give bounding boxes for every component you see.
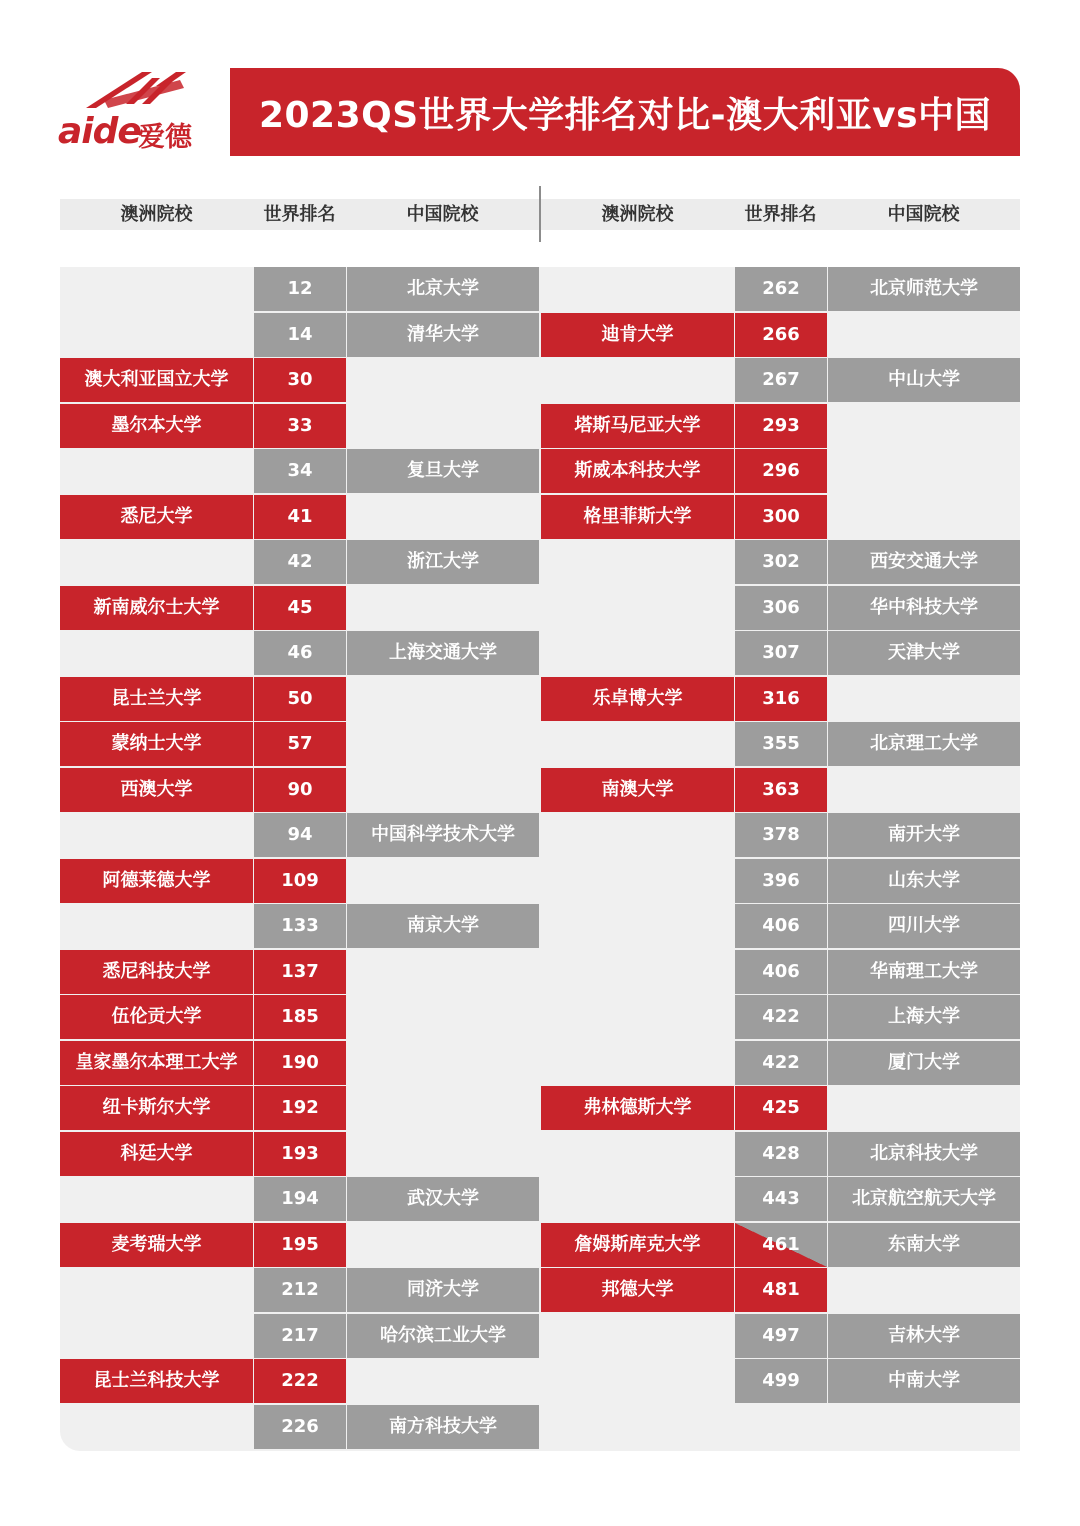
right-world-rank-cell: 406 [735, 904, 827, 948]
left-australia-school-cell [60, 1177, 253, 1221]
right-world-rank-cell: 443 [735, 1177, 827, 1221]
left-world-rank-cell: 57 [254, 722, 346, 766]
header-divider [539, 186, 541, 242]
left-world-rank-cell: 192 [254, 1086, 346, 1130]
right-australia-school-cell [541, 1314, 734, 1358]
left-australia-school-cell [60, 1268, 253, 1312]
title-bar [230, 68, 1020, 156]
left-china-school-cell [347, 404, 539, 448]
right-china-school-cell: 厦门大学 [828, 1041, 1020, 1085]
left-australia-school-cell [60, 813, 253, 857]
right-australia-school-cell [541, 1177, 734, 1221]
left-world-rank-cell: 133 [254, 904, 346, 948]
header-au-left: 澳洲院校 [120, 204, 193, 225]
right-australia-school-cell: 弗林德斯大学 [541, 1086, 734, 1130]
right-australia-school-cell: 格里菲斯大学 [541, 495, 734, 539]
right-australia-school-cell [541, 1359, 734, 1403]
left-china-school-cell [347, 995, 539, 1039]
left-world-rank-cell: 217 [254, 1314, 346, 1358]
left-world-rank-cell: 14 [254, 313, 346, 357]
left-china-school-cell: 哈尔滨工业大学 [347, 1314, 539, 1358]
right-world-rank-cell: 497 [735, 1314, 827, 1358]
right-world-rank-cell: 363 [735, 768, 827, 812]
right-world-rank-cell: 302 [735, 540, 827, 584]
left-australia-school-cell [60, 267, 253, 311]
brand-logo [56, 64, 216, 164]
left-australia-school-cell [60, 313, 253, 357]
left-australia-school-cell: 悉尼科技大学 [60, 950, 253, 994]
right-australia-school-cell: 塔斯马尼亚大学 [541, 404, 734, 448]
left-world-rank-cell: 194 [254, 1177, 346, 1221]
left-australia-school-cell: 科廷大学 [60, 1132, 253, 1176]
left-china-school-cell [347, 768, 539, 812]
left-world-rank-cell: 190 [254, 1041, 346, 1085]
left-world-rank-cell: 33 [254, 404, 346, 448]
right-china-school-cell [828, 404, 1020, 448]
logo-wordmark: aide [58, 111, 141, 152]
left-world-rank-cell: 42 [254, 540, 346, 584]
right-china-school-cell: 南开大学 [828, 813, 1020, 857]
left-china-school-cell: 清华大学 [347, 313, 539, 357]
right-china-school-cell: 北京理工大学 [828, 722, 1020, 766]
left-world-rank-cell: 109 [254, 859, 346, 903]
left-china-school-cell: 南方科技大学 [347, 1405, 539, 1449]
right-world-rank-cell: 499 [735, 1359, 827, 1403]
left-china-school-cell [347, 1041, 539, 1085]
right-world-rank-cell: 461 [735, 1223, 827, 1267]
left-china-school-cell: 武汉大学 [347, 1177, 539, 1221]
left-australia-school-cell: 皇家墨尔本理工大学 [60, 1041, 253, 1085]
left-world-rank-cell: 12 [254, 267, 346, 311]
page-title: 2023QS世界大学排名对比-澳大利亚vs中国 [258, 94, 992, 136]
right-world-rank-cell: 378 [735, 813, 827, 857]
left-china-school-cell [347, 1086, 539, 1130]
left-world-rank-cell: 226 [254, 1405, 346, 1449]
right-china-school-cell: 吉林大学 [828, 1314, 1020, 1358]
left-world-rank-cell: 46 [254, 631, 346, 675]
left-australia-school-cell: 昆士兰科技大学 [60, 1359, 253, 1403]
left-china-school-cell: 复旦大学 [347, 449, 539, 493]
left-china-school-cell: 南京大学 [347, 904, 539, 948]
right-china-school-cell: 东南大学 [828, 1223, 1020, 1267]
right-world-rank-cell: 306 [735, 586, 827, 630]
left-world-rank-cell: 34 [254, 449, 346, 493]
right-china-school-cell: 华南理工大学 [828, 950, 1020, 994]
header-rank-right: 世界排名 [744, 204, 817, 225]
left-australia-school-cell: 澳大利亚国立大学 [60, 358, 253, 402]
right-australia-school-cell [541, 631, 734, 675]
right-world-rank-cell [735, 1405, 827, 1449]
right-china-school-cell [828, 1405, 1020, 1449]
left-world-rank-cell: 222 [254, 1359, 346, 1403]
right-australia-school-cell [541, 540, 734, 584]
right-world-rank-cell: 422 [735, 995, 827, 1039]
left-australia-school-cell [60, 904, 253, 948]
left-china-school-cell [347, 722, 539, 766]
left-china-school-cell [347, 859, 539, 903]
right-australia-school-cell: 邦德大学 [541, 1268, 734, 1312]
left-world-rank-cell: 193 [254, 1132, 346, 1176]
left-world-rank-cell: 185 [254, 995, 346, 1039]
right-australia-school-cell [541, 586, 734, 630]
left-china-school-cell: 上海交通大学 [347, 631, 539, 675]
right-china-school-cell [828, 1268, 1020, 1312]
right-australia-school-cell [541, 722, 734, 766]
right-australia-school-cell: 乐卓博大学 [541, 677, 734, 721]
right-china-school-cell: 山东大学 [828, 859, 1020, 903]
right-world-rank-cell: 293 [735, 404, 827, 448]
left-china-school-cell [347, 950, 539, 994]
left-china-school-cell [347, 1132, 539, 1176]
right-world-rank-cell: 300 [735, 495, 827, 539]
right-australia-school-cell [541, 995, 734, 1039]
right-world-rank-cell: 296 [735, 449, 827, 493]
right-australia-school-cell [541, 859, 734, 903]
left-world-rank-cell: 41 [254, 495, 346, 539]
right-australia-school-cell [541, 1405, 734, 1449]
left-world-rank-cell: 30 [254, 358, 346, 402]
right-china-school-cell: 四川大学 [828, 904, 1020, 948]
left-australia-school-cell: 蒙纳士大学 [60, 722, 253, 766]
right-china-school-cell: 北京航空航天大学 [828, 1177, 1020, 1221]
header-cn-left: 中国院校 [406, 204, 479, 225]
right-china-school-cell [828, 768, 1020, 812]
left-world-rank-cell: 137 [254, 950, 346, 994]
left-australia-school-cell [60, 449, 253, 493]
left-australia-school-cell: 新南威尔士大学 [60, 586, 253, 630]
right-australia-school-cell: 迪肯大学 [541, 313, 734, 357]
right-china-school-cell [828, 313, 1020, 357]
left-australia-school-cell [60, 540, 253, 584]
left-china-school-cell: 北京大学 [347, 267, 539, 311]
right-china-school-cell: 上海大学 [828, 995, 1020, 1039]
ranking-table [60, 267, 1020, 1451]
right-china-school-cell: 西安交通大学 [828, 540, 1020, 584]
left-australia-school-cell: 伍伦贡大学 [60, 995, 253, 1039]
left-australia-school-cell: 纽卡斯尔大学 [60, 1086, 253, 1130]
logo-chinese: 爱德 [138, 122, 192, 153]
left-china-school-cell [347, 586, 539, 630]
right-australia-school-cell [541, 267, 734, 311]
right-world-rank-cell: 396 [735, 859, 827, 903]
right-world-rank-cell: 316 [735, 677, 827, 721]
left-world-rank-cell: 90 [254, 768, 346, 812]
right-australia-school-cell [541, 358, 734, 402]
right-china-school-cell: 中南大学 [828, 1359, 1020, 1403]
left-world-rank-cell: 195 [254, 1223, 346, 1267]
right-china-school-cell [828, 1086, 1020, 1130]
left-china-school-cell [347, 1223, 539, 1267]
left-world-rank-cell: 94 [254, 813, 346, 857]
right-australia-school-cell: 南澳大学 [541, 768, 734, 812]
left-australia-school-cell: 昆士兰大学 [60, 677, 253, 721]
left-australia-school-cell: 阿德莱德大学 [60, 859, 253, 903]
left-australia-school-cell [60, 1314, 253, 1358]
left-world-rank-cell: 45 [254, 586, 346, 630]
right-australia-school-cell: 詹姆斯库克大学 [541, 1223, 734, 1267]
right-world-rank-cell: 267 [735, 358, 827, 402]
right-australia-school-cell [541, 813, 734, 857]
right-world-rank-cell: 307 [735, 631, 827, 675]
right-australia-school-cell [541, 1132, 734, 1176]
left-china-school-cell: 浙江大学 [347, 540, 539, 584]
header-rank-left: 世界排名 [263, 204, 336, 225]
right-china-school-cell: 天津大学 [828, 631, 1020, 675]
right-world-rank-cell: 262 [735, 267, 827, 311]
right-china-school-cell [828, 495, 1020, 539]
right-australia-school-cell [541, 950, 734, 994]
right-world-rank-cell: 422 [735, 1041, 827, 1085]
left-australia-school-cell: 麦考瑞大学 [60, 1223, 253, 1267]
right-world-rank-cell: 428 [735, 1132, 827, 1176]
right-china-school-cell: 北京科技大学 [828, 1132, 1020, 1176]
right-australia-school-cell [541, 1041, 734, 1085]
left-australia-school-cell [60, 631, 253, 675]
right-australia-school-cell [541, 904, 734, 948]
right-world-rank-cell: 355 [735, 722, 827, 766]
right-world-rank-cell: 425 [735, 1086, 827, 1130]
left-world-rank-cell: 212 [254, 1268, 346, 1312]
right-china-school-cell: 华中科技大学 [828, 586, 1020, 630]
right-china-school-cell: 中山大学 [828, 358, 1020, 402]
right-world-rank-cell: 406 [735, 950, 827, 994]
left-china-school-cell: 同济大学 [347, 1268, 539, 1312]
right-china-school-cell [828, 677, 1020, 721]
left-china-school-cell [347, 1359, 539, 1403]
left-australia-school-cell [60, 1405, 253, 1449]
left-australia-school-cell: 西澳大学 [60, 768, 253, 812]
right-world-rank-cell: 266 [735, 313, 827, 357]
left-australia-school-cell: 墨尔本大学 [60, 404, 253, 448]
left-china-school-cell [347, 358, 539, 402]
header-au-right: 澳洲院校 [601, 204, 674, 225]
left-world-rank-cell: 50 [254, 677, 346, 721]
left-china-school-cell [347, 677, 539, 721]
left-australia-school-cell: 悉尼大学 [60, 495, 253, 539]
left-china-school-cell: 中国科学技术大学 [347, 813, 539, 857]
right-china-school-cell: 北京师范大学 [828, 267, 1020, 311]
right-china-school-cell [828, 449, 1020, 493]
header-cn-right: 中国院校 [887, 204, 960, 225]
left-china-school-cell [347, 495, 539, 539]
right-world-rank-cell: 481 [735, 1268, 827, 1312]
right-australia-school-cell: 斯威本科技大学 [541, 449, 734, 493]
